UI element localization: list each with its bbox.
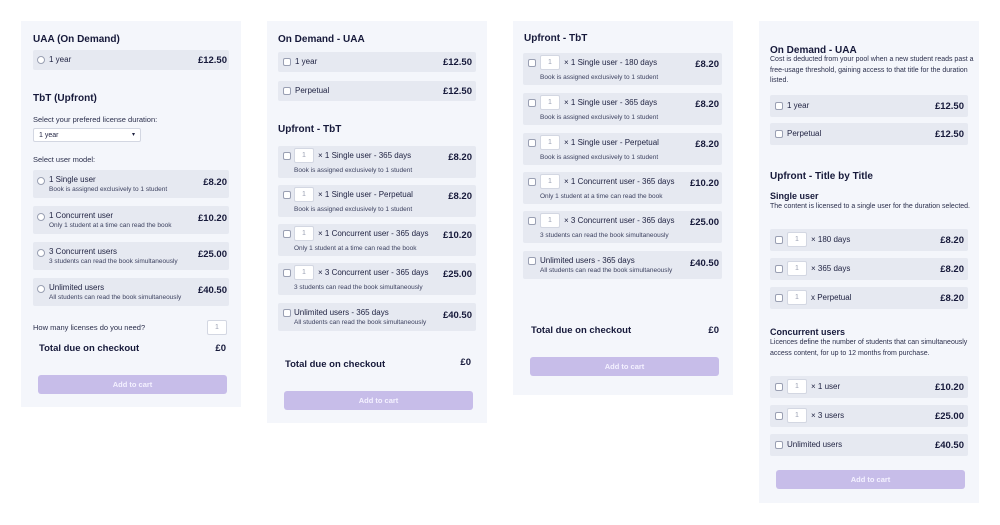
chevron-down-icon: ▾: [131, 132, 135, 138]
user-model-option[interactable]: [33, 278, 229, 306]
quantity-input[interactable]: 1: [787, 232, 807, 247]
upfront-option[interactable]: [278, 224, 476, 256]
option-price: £25.00: [934, 411, 964, 422]
single-user-option[interactable]: [770, 258, 968, 280]
upfront-title: Upfront - Title by Title: [770, 171, 873, 182]
option-checkbox[interactable]: [775, 294, 783, 302]
option-desc: All students can read the book simultaneously: [540, 267, 673, 274]
option-label: × 1 Single user - 365 days: [318, 151, 412, 160]
quantity-input[interactable]: 1: [540, 95, 560, 110]
option-price: £10.20: [934, 382, 964, 393]
total-value: £0: [460, 357, 471, 368]
option-price: £8.20: [695, 139, 719, 150]
add-to-cart-button[interactable]: Add to cart: [530, 357, 719, 376]
concurrent-option[interactable]: [770, 405, 968, 427]
option-price: £40.50: [442, 310, 472, 321]
option-checkbox[interactable]: [528, 257, 536, 265]
ondemand-option[interactable]: [278, 52, 476, 72]
option-checkbox[interactable]: [528, 99, 536, 107]
user-model-prompt: Select user model:: [33, 155, 96, 164]
user-model-radio[interactable]: [37, 249, 45, 257]
option-desc: Book is assigned exclusively to 1 student: [540, 154, 659, 161]
tbt-title: TbT (Upfront): [33, 93, 97, 104]
total-label: Total due on checkout: [531, 325, 632, 336]
uaa-title: UAA (On Demand): [33, 34, 120, 45]
quantity-input[interactable]: 1: [294, 148, 314, 163]
upfront-option[interactable]: [523, 133, 722, 165]
user-model-option[interactable]: [33, 206, 229, 234]
option-price: £8.20: [940, 235, 964, 246]
option-desc: All students can read the book simultaneously: [294, 319, 427, 326]
option-price: £10.20: [197, 213, 227, 224]
quantity-input[interactable]: 1: [294, 187, 314, 202]
quantity-input[interactable]: 1: [787, 408, 807, 423]
concurrent-users-desc: Licences define the number of students that can simultaneously access content, for up to 12 months from purchase.: [770, 339, 968, 357]
option-label: × 3 Concurrent user - 365 days: [564, 216, 675, 225]
option-checkbox[interactable]: [528, 178, 536, 186]
single-user-option[interactable]: [770, 287, 968, 309]
user-model-radio[interactable]: [37, 285, 45, 293]
option-label: × 1 Single user - Perpetual: [318, 190, 413, 199]
single-user-desc: The content is licensed to a single user for the duration selected.: [770, 203, 971, 210]
option-price: £12.50: [934, 129, 964, 140]
option-price: £25.00: [689, 217, 719, 228]
panel-uaa-tbt: [21, 21, 241, 407]
option-label: 1 year: [295, 57, 318, 66]
option-checkbox[interactable]: [775, 441, 783, 449]
panel-ondemand-title-by-title: [759, 21, 979, 503]
uaa-radio[interactable]: [37, 56, 45, 64]
option-checkbox[interactable]: [283, 230, 291, 238]
option-label: Unlimited users: [787, 440, 843, 449]
option-label: Unlimited users - 365 days: [540, 256, 635, 265]
add-to-cart-button[interactable]: Add to cart: [38, 375, 227, 394]
option-desc: Only 1 student at a time can read the book: [540, 193, 663, 200]
option-desc: All students can read the book simultaneously: [49, 294, 182, 301]
option-label: × 3 users: [811, 411, 845, 420]
option-price: £10.20: [442, 230, 472, 241]
quantity-input[interactable]: 1: [787, 261, 807, 276]
quantity-input[interactable]: 1: [540, 135, 560, 150]
upfront-option[interactable]: [278, 146, 476, 178]
option-price: £40.50: [197, 285, 227, 296]
add-to-cart-button[interactable]: Add to cart: [284, 391, 473, 410]
option-checkbox[interactable]: [283, 309, 291, 317]
quantity-input[interactable]: 1: [540, 174, 560, 189]
upfront-option[interactable]: [278, 263, 476, 295]
user-model-radio[interactable]: [37, 213, 45, 221]
option-checkbox[interactable]: [775, 102, 783, 110]
concurrent-users-title: Concurrent users: [770, 327, 846, 337]
option-label: Unlimited users: [49, 283, 105, 292]
licenses-input[interactable]: 1: [207, 320, 227, 335]
option-label: × 180 days: [811, 235, 851, 244]
option-checkbox[interactable]: [775, 383, 783, 391]
option-price: £8.20: [203, 177, 227, 188]
user-model-radio[interactable]: [37, 177, 45, 185]
single-user-option[interactable]: [770, 229, 968, 251]
ondemand-title: On Demand - UAA: [278, 34, 365, 45]
quantity-input[interactable]: 1: [540, 55, 560, 70]
option-checkbox[interactable]: [775, 236, 783, 244]
option-price: £25.00: [197, 249, 227, 260]
option-checkbox[interactable]: [528, 217, 536, 225]
option-checkbox[interactable]: [283, 58, 291, 66]
option-label: × 3 Concurrent user - 365 days: [318, 268, 429, 277]
option-price: £12.50: [442, 86, 472, 97]
option-price: £8.20: [695, 99, 719, 110]
option-label: × 1 Single user - 180 days: [564, 58, 658, 67]
option-checkbox[interactable]: [283, 152, 291, 160]
option-label: × 1 Single user - 365 days: [564, 98, 658, 107]
option-checkbox[interactable]: [283, 87, 291, 95]
option-label: 1 year: [49, 55, 72, 64]
upfront-option[interactable]: [523, 211, 722, 243]
option-checkbox[interactable]: [775, 412, 783, 420]
option-label: Perpetual: [295, 86, 330, 95]
option-desc: 3 students can read the book simultaneously: [540, 232, 669, 239]
option-desc: Book is assigned exclusively to 1 student: [49, 186, 168, 193]
duration-value: 1 year: [39, 132, 59, 139]
option-checkbox[interactable]: [775, 265, 783, 273]
option-price: £8.20: [695, 59, 719, 70]
option-checkbox[interactable]: [775, 130, 783, 138]
option-desc: Book is assigned exclusively to 1 student: [294, 167, 413, 174]
ondemand-desc: Cost is deducted from your pool when a new student reads past a free-usage threshold, gaining access to that title for the duration listed.: [770, 56, 974, 84]
option-price: £8.20: [940, 264, 964, 275]
option-desc: Only 1 student at a time can read the book: [294, 245, 417, 252]
option-label: × 1 user: [811, 382, 841, 391]
total-label: Total due on checkout: [39, 343, 140, 354]
option-label: × 1 Concurrent user - 365 days: [564, 177, 675, 186]
ondemand-option[interactable]: [770, 95, 968, 117]
upfront-title: Upfront - TbT: [278, 124, 342, 135]
add-to-cart-button[interactable]: Add to cart: [776, 470, 965, 489]
option-desc: 3 students can read the book simultaneously: [294, 284, 423, 291]
option-label: 1 year: [787, 101, 810, 110]
option-desc: Book is assigned exclusively to 1 student: [294, 206, 413, 213]
single-user-title: Single user: [770, 191, 819, 201]
option-price: £12.50: [442, 57, 472, 68]
option-label: Perpetual: [787, 129, 822, 138]
unlimited-option[interactable]: [770, 434, 968, 456]
upfront-option-unlimited[interactable]: [278, 303, 476, 331]
total-value: £0: [708, 325, 719, 336]
option-label: Unlimited users - 365 days: [294, 308, 389, 317]
option-price: £8.20: [448, 191, 472, 202]
user-model-option[interactable]: [33, 170, 229, 198]
option-desc: Book is assigned exclusively to 1 student: [540, 114, 659, 121]
quantity-input[interactable]: 1: [294, 265, 314, 280]
panel-upfront-tbt: [513, 21, 733, 395]
option-price: £10.20: [689, 178, 719, 189]
option-desc: Book is assigned exclusively to 1 student: [540, 74, 659, 81]
upfront-option[interactable]: [523, 53, 722, 85]
option-label: 1 Concurrent user: [49, 211, 114, 220]
option-label: 3 Concurrent users: [49, 247, 118, 256]
quantity-input[interactable]: 1: [787, 290, 807, 305]
option-checkbox[interactable]: [528, 139, 536, 147]
duration-select[interactable]: [33, 128, 141, 142]
upfront-option[interactable]: [523, 172, 722, 204]
user-model-option[interactable]: [33, 242, 229, 270]
ondemand-title: On Demand - UAA: [770, 45, 857, 56]
ondemand-option[interactable]: [278, 81, 476, 101]
panel-ondemand-upfront: [267, 21, 487, 423]
upfront-title: Upfront - TbT: [524, 33, 588, 44]
option-price: £40.50: [689, 258, 719, 269]
option-checkbox[interactable]: [283, 269, 291, 277]
option-label: × 365 days: [811, 264, 851, 273]
option-price: £12.50: [197, 55, 227, 66]
licenses-prompt: How many licenses do you need?: [33, 323, 146, 332]
option-price: £25.00: [442, 269, 472, 280]
option-desc: Only 1 student at a time can read the book: [49, 222, 172, 229]
total-label: Total due on checkout: [285, 359, 386, 370]
option-price: £8.20: [940, 293, 964, 304]
option-checkbox[interactable]: [283, 191, 291, 199]
option-label: 1 Single user: [49, 175, 96, 184]
duration-prompt: Select your prefered license duration:: [33, 115, 158, 124]
option-price: £8.20: [448, 152, 472, 163]
option-desc: 3 students can read the book simultaneously: [49, 258, 178, 265]
option-price: £12.50: [934, 101, 964, 112]
quantity-input[interactable]: 1: [294, 226, 314, 241]
option-label: × 1 Single user - Perpetual: [564, 138, 659, 147]
concurrent-option[interactable]: [770, 376, 968, 398]
quantity-input[interactable]: 1: [540, 213, 560, 228]
uaa-option-1-year[interactable]: [33, 50, 229, 70]
option-label: x Perpetual: [811, 293, 852, 302]
upfront-option[interactable]: [523, 93, 722, 125]
upfront-option-unlimited[interactable]: [523, 251, 722, 279]
ondemand-option[interactable]: [770, 123, 968, 145]
option-label: × 1 Concurrent user - 365 days: [318, 229, 429, 238]
total-value: £0: [215, 343, 226, 354]
upfront-option[interactable]: [278, 185, 476, 217]
option-checkbox[interactable]: [528, 59, 536, 67]
quantity-input[interactable]: 1: [787, 379, 807, 394]
option-price: £40.50: [934, 440, 964, 451]
